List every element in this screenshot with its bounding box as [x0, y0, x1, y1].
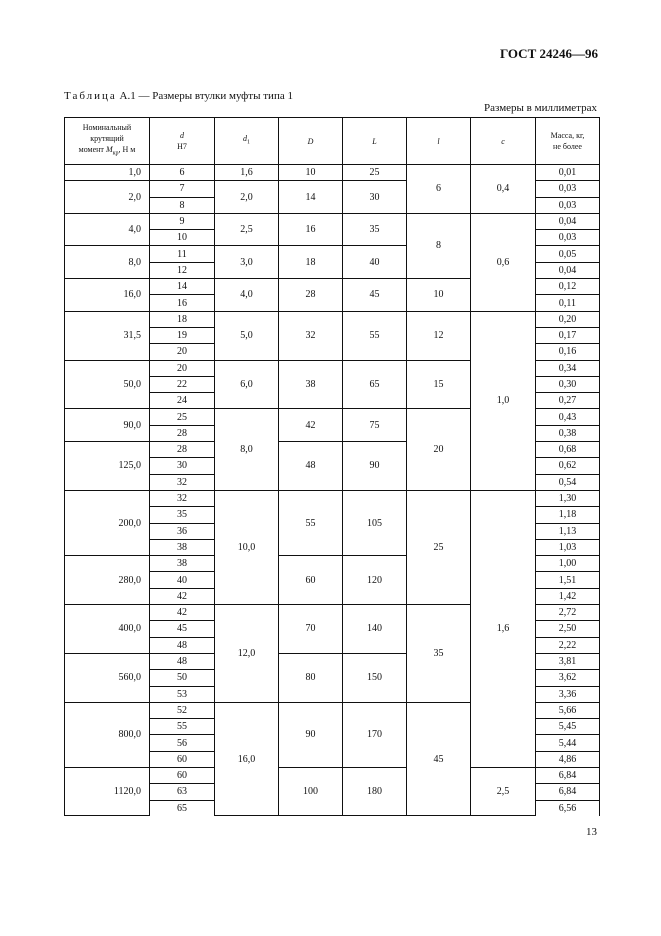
torque-cell: 2,0 — [65, 181, 150, 214]
torque-cell: 1,0 — [65, 165, 150, 181]
L-cell: 65 — [343, 360, 407, 409]
mass-cell: 0,01 — [536, 165, 600, 181]
l-cell: 10 — [407, 279, 471, 312]
L-cell: 150 — [343, 653, 407, 702]
mass-cell: 0,62 — [536, 458, 600, 474]
d1-cell: 2,0 — [215, 181, 279, 214]
d-cell: 36 — [150, 523, 215, 539]
d-cell: 28 — [150, 425, 215, 441]
d-cell: 55 — [150, 719, 215, 735]
d-cell: 53 — [150, 686, 215, 702]
standard-number: ГОСТ 24246—96 — [499, 46, 598, 61]
torque-cell: 560,0 — [65, 653, 150, 702]
mass-cell: 3,62 — [536, 670, 600, 686]
d-cell: 28 — [150, 442, 215, 458]
caption-prefix: Таблица — [64, 90, 117, 102]
d-cell: 45 — [150, 621, 215, 637]
header-row — [65, 118, 600, 165]
d-cell: 48 — [150, 653, 215, 669]
mass-cell: 0,27 — [536, 393, 600, 409]
mass-cell: 3,81 — [536, 653, 600, 669]
d-cell: 19 — [150, 327, 215, 343]
mass-cell: 0,34 — [536, 360, 600, 376]
L-cell: 170 — [343, 702, 407, 767]
d-cell: 7 — [150, 181, 215, 197]
d-cell: 48 — [150, 637, 215, 653]
d1-cell: 6,0 — [215, 360, 279, 409]
caption-text: А.1 — Размеры втулки муфты типа 1 — [119, 90, 293, 102]
mass-cell: 2,22 — [536, 637, 600, 653]
mass-cell: 4,86 — [536, 751, 600, 767]
table-row — [65, 213, 600, 229]
l-cell: 15 — [407, 360, 471, 409]
header-D: D — [279, 118, 343, 165]
d-cell: 11 — [150, 246, 215, 262]
mass-cell: 0,04 — [536, 213, 600, 229]
mass-cell: 1,30 — [536, 490, 600, 506]
bushing-dimensions-table — [64, 117, 600, 816]
d-cell: 6 — [150, 165, 215, 181]
table-row — [65, 767, 600, 783]
header-L: L — [343, 118, 407, 165]
mass-cell: 0,16 — [536, 344, 600, 360]
d-cell: 40 — [150, 572, 215, 588]
d-cell: 8 — [150, 197, 215, 213]
d-cell: 32 — [150, 490, 215, 506]
c-cell: 2,5 — [471, 767, 536, 815]
mass-cell: 1,42 — [536, 588, 600, 604]
d-cell: 63 — [150, 784, 215, 800]
mass-cell: 1,18 — [536, 507, 600, 523]
mass-cell: 3,36 — [536, 686, 600, 702]
d-cell: 35 — [150, 507, 215, 523]
D-cell: 32 — [279, 311, 343, 360]
mass-cell: 0,17 — [536, 327, 600, 343]
l-cell: 8 — [407, 213, 471, 278]
mass-cell: 0,05 — [536, 246, 600, 262]
d-cell: 14 — [150, 279, 215, 295]
L-cell: 45 — [343, 279, 407, 312]
mass-cell: 0,54 — [536, 474, 600, 490]
d-cell: 30 — [150, 458, 215, 474]
torque-cell: 800,0 — [65, 702, 150, 767]
mass-cell: 0,04 — [536, 262, 600, 278]
header-torque: Номинальный крутящий момент $М_{кр}$, Н м — [65, 118, 150, 165]
d1-cell: 8,0 — [215, 409, 279, 490]
torque-cell: 31,5 — [65, 311, 150, 360]
D-cell: 16 — [279, 213, 343, 246]
L-cell: 25 — [343, 165, 407, 181]
d1-cell: 1,6 — [215, 165, 279, 181]
d-cell: 32 — [150, 474, 215, 490]
l-cell: 6 — [407, 165, 471, 214]
L-cell: 105 — [343, 490, 407, 555]
L-cell: 35 — [343, 213, 407, 246]
torque-cell: 280,0 — [65, 556, 150, 605]
mass-cell: 6,56 — [536, 800, 600, 816]
d-cell: 20 — [150, 360, 215, 376]
L-cell: 75 — [343, 409, 407, 442]
d-cell: 16 — [150, 295, 215, 311]
mass-cell: 0,38 — [536, 425, 600, 441]
D-cell: 70 — [279, 605, 343, 654]
mass-cell: 0,11 — [536, 295, 600, 311]
d-cell: 42 — [150, 605, 215, 621]
c-cell: 1,6 — [471, 490, 536, 767]
mass-cell: 0,12 — [536, 279, 600, 295]
c-cell: 1,0 — [471, 311, 536, 490]
mass-cell: 0,68 — [536, 442, 600, 458]
d-cell: 38 — [150, 556, 215, 572]
header-c: c — [471, 118, 536, 165]
d1-cell: 4,0 — [215, 279, 279, 312]
L-cell: 140 — [343, 605, 407, 654]
torque-cell: 125,0 — [65, 442, 150, 491]
D-cell: 18 — [279, 246, 343, 279]
D-cell: 90 — [279, 702, 343, 767]
d-cell: 60 — [150, 767, 215, 783]
mass-cell: 0,20 — [536, 311, 600, 327]
mass-cell: 2,72 — [536, 605, 600, 621]
D-cell: 100 — [279, 767, 343, 815]
mass-cell: 0,03 — [536, 197, 600, 213]
d-cell: 65 — [150, 800, 215, 816]
c-cell: 0,6 — [471, 213, 536, 311]
torque-cell: 16,0 — [65, 279, 150, 312]
table-row — [65, 490, 600, 506]
header-mass: Масса, кг, не более — [536, 118, 600, 165]
d-cell: 56 — [150, 735, 215, 751]
mass-cell: 0,03 — [536, 230, 600, 246]
d-cell: 10 — [150, 230, 215, 246]
L-cell: 30 — [343, 181, 407, 214]
d-cell: 22 — [150, 376, 215, 392]
units-note: Размеры в миллиметрах — [484, 102, 597, 114]
mass-cell: 0,30 — [536, 376, 600, 392]
torque-cell: 8,0 — [65, 246, 150, 279]
mass-cell: 0,03 — [536, 181, 600, 197]
d-cell: 9 — [150, 213, 215, 229]
d1-cell: 10,0 — [215, 490, 279, 604]
torque-cell: 1120,0 — [65, 767, 150, 815]
L-cell: 55 — [343, 311, 407, 360]
torque-cell: 90,0 — [65, 409, 150, 442]
mass-cell: 1,51 — [536, 572, 600, 588]
D-cell: 28 — [279, 279, 343, 312]
l-cell: 35 — [407, 605, 471, 703]
d1-cell: 12,0 — [215, 605, 279, 703]
L-cell: 120 — [343, 556, 407, 605]
c-cell: 0,4 — [471, 165, 536, 214]
l-cell: 25 — [407, 490, 471, 604]
d-cell: 38 — [150, 539, 215, 555]
header-d1: $d_1$ — [215, 118, 279, 165]
d-cell: 12 — [150, 262, 215, 278]
d1-cell: 2,5 — [215, 213, 279, 246]
table-caption — [64, 90, 293, 102]
d-cell: 50 — [150, 670, 215, 686]
d-cell: 52 — [150, 702, 215, 718]
l-cell: 12 — [407, 311, 471, 360]
table-row — [65, 311, 600, 327]
d1-cell: 5,0 — [215, 311, 279, 360]
mass-cell: 0,43 — [536, 409, 600, 425]
mass-cell: 1,13 — [536, 523, 600, 539]
D-cell: 55 — [279, 490, 343, 555]
D-cell: 38 — [279, 360, 343, 409]
d-cell: 18 — [150, 311, 215, 327]
D-cell: 10 — [279, 165, 343, 181]
d1-cell: 16,0 — [215, 702, 279, 816]
l-cell: 45 — [407, 702, 471, 816]
D-cell: 48 — [279, 442, 343, 491]
mass-cell: 5,66 — [536, 702, 600, 718]
mass-cell: 1,00 — [536, 556, 600, 572]
d-cell: 20 — [150, 344, 215, 360]
header-l: l — [407, 118, 471, 165]
D-cell: 80 — [279, 653, 343, 702]
table-row — [65, 165, 600, 181]
d-cell: 25 — [150, 409, 215, 425]
L-cell: 90 — [343, 442, 407, 491]
mass-cell: 1,03 — [536, 539, 600, 555]
D-cell: 14 — [279, 181, 343, 214]
torque-cell: 4,0 — [65, 213, 150, 246]
mass-cell: 5,45 — [536, 719, 600, 735]
D-cell: 42 — [279, 409, 343, 442]
d-cell: 60 — [150, 751, 215, 767]
mass-cell: 6,84 — [536, 784, 600, 800]
L-cell: 180 — [343, 767, 407, 815]
torque-cell: 200,0 — [65, 490, 150, 555]
mass-cell: 5,44 — [536, 735, 600, 751]
mass-cell: 2,50 — [536, 621, 600, 637]
torque-cell: 400,0 — [65, 605, 150, 654]
L-cell: 40 — [343, 246, 407, 279]
d-cell: 24 — [150, 393, 215, 409]
D-cell: 60 — [279, 556, 343, 605]
d1-cell: 3,0 — [215, 246, 279, 279]
page-number: 13 — [586, 826, 597, 838]
d-cell: 42 — [150, 588, 215, 604]
header-d: d Н7 — [150, 118, 215, 165]
torque-cell: 50,0 — [65, 360, 150, 409]
l-cell: 20 — [407, 409, 471, 490]
mass-cell: 6,84 — [536, 767, 600, 783]
